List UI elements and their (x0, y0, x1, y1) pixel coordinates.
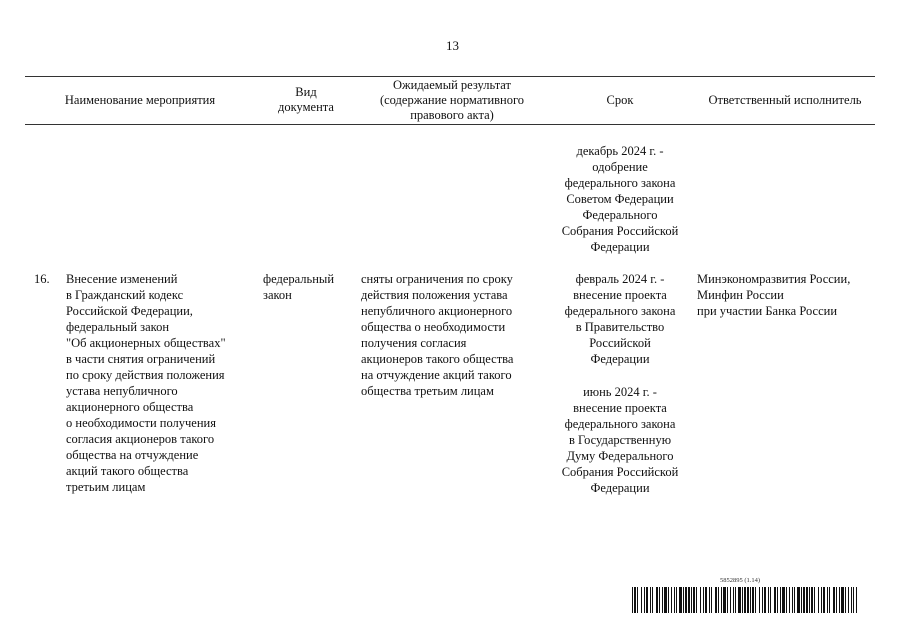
result-line: на отчуждение акций такого (361, 368, 512, 382)
deadline-line: Федерации (590, 240, 650, 254)
name-line: акций такого общества (66, 464, 189, 478)
deadline-line: Федерации (590, 481, 650, 495)
result-line: получения согласия (361, 336, 467, 350)
row-index: 16. (34, 272, 50, 286)
executor-line: Минэкономразвития России, (697, 272, 851, 286)
header-doc-type-line: документа (278, 100, 334, 114)
executor-line: при участии Банка России (697, 304, 838, 318)
name-line: по сроку действия положения (66, 368, 225, 382)
barcode-code: 5852895 (1.14) (720, 577, 761, 584)
header-result-line: Ожидаемый результат (392, 77, 511, 92)
header-deadline (548, 76, 692, 124)
name-line: устава непубличного (66, 384, 178, 398)
header-doc-type-line: Вид (295, 85, 317, 99)
deadline-line: Федерации (590, 352, 650, 366)
name-line: Российской Федерации, (66, 304, 193, 318)
deadline-line: июнь 2024 г. - (583, 385, 657, 399)
deadline-line: федерального закона (564, 304, 676, 318)
doc-type-line: закон (263, 288, 292, 302)
executor-line: Минфин России (697, 288, 784, 302)
deadline-line: федерального закона (564, 417, 676, 431)
name-line: общества на отчуждение (66, 448, 199, 462)
page-number: 13 (446, 38, 459, 53)
header-result-line: правового акта) (410, 107, 494, 122)
name-line: третьим лицам (66, 480, 146, 494)
deadline-line: Собрания Российской (561, 465, 679, 479)
barcode-icon (632, 587, 857, 613)
header-executor (690, 76, 880, 124)
row-name (66, 271, 256, 495)
deadline-line: Федерального (582, 208, 658, 222)
doc-type-line: федеральный (263, 272, 335, 286)
deadline-block (548, 384, 692, 496)
name-line: согласия акционеров такого (66, 432, 215, 446)
row-executor (697, 271, 877, 319)
deadline-continuation (548, 143, 692, 255)
deadline-line: одобрение (592, 160, 648, 174)
name-line: Внесение изменений (66, 272, 178, 286)
deadline-line: Думу Федерального (566, 449, 674, 463)
name-line: в части снятия ограничений (66, 352, 216, 366)
deadline-line: февраль 2024 г. - (575, 272, 665, 286)
result-line: действия положения устава (361, 288, 508, 302)
table-header-rule (25, 124, 875, 125)
name-line: в Гражданский кодекс (66, 288, 184, 302)
deadline-line: внесение проекта (573, 401, 667, 415)
result-line: общества о необходимости (361, 320, 506, 334)
name-line: федеральный закон (66, 320, 170, 334)
row-deadline (548, 271, 692, 496)
result-line: сняты ограничения по сроку (361, 272, 513, 286)
deadline-line: в Правительство (575, 320, 665, 334)
deadline-line: федерального закона (564, 176, 676, 190)
header-doc-type (258, 76, 354, 124)
header-executor-text: Ответственный исполнитель (708, 92, 862, 107)
result-line: непубличного акционерного (361, 304, 513, 318)
name-line: акционерного общества (66, 400, 194, 414)
header-name (25, 76, 255, 124)
header-result (354, 76, 550, 124)
result-line: акционеров такого общества (361, 352, 514, 366)
name-line: "Об акционерных обществах" (66, 336, 226, 350)
deadline-line: в Государственную (568, 433, 672, 447)
row-doc-type (263, 271, 355, 303)
header-name-text: Наименование мероприятия (64, 92, 216, 107)
result-line: общества третьим лицам (361, 384, 494, 398)
deadline-line: Советом Федерации (566, 192, 674, 206)
deadline-line: декабрь 2024 г. - (576, 144, 664, 158)
header-deadline-text: Срок (606, 92, 634, 107)
deadline-block (548, 271, 692, 367)
name-line: о необходимости получения (66, 416, 216, 430)
row-result (361, 271, 551, 399)
deadline-line: Российской (589, 336, 651, 350)
deadline-line: Собрания Российской (561, 224, 679, 238)
header-result-line: (содержание нормативного (379, 92, 525, 107)
deadline-line: внесение проекта (573, 288, 667, 302)
